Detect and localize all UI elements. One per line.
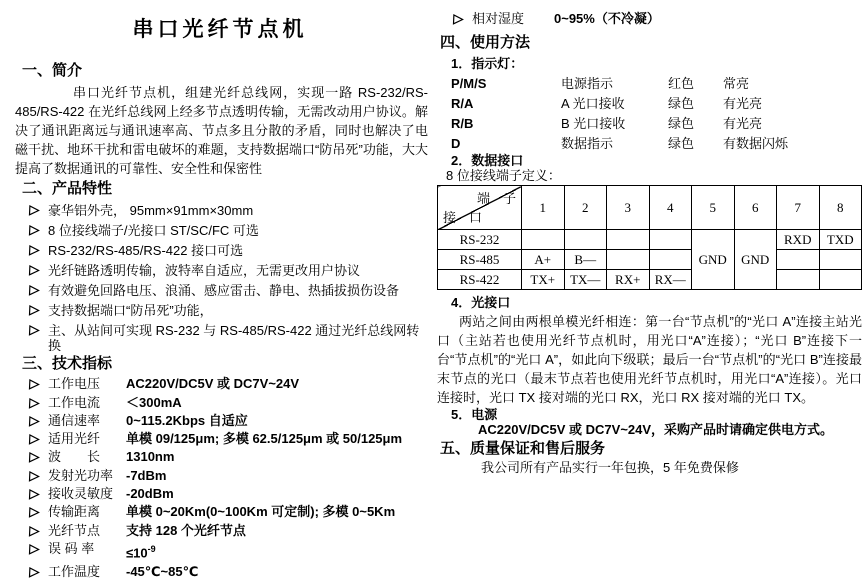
spec-list — [8, 377, 432, 578]
terminal-cell — [522, 230, 565, 250]
spec-value: AC220V/DC5V 或 DC7V~24V — [126, 376, 300, 392]
arrowhead-right-icon — [28, 542, 40, 555]
terminal-cell: RX+ — [607, 270, 650, 290]
arrowhead-right-icon — [28, 505, 40, 518]
terminal-header: 1 — [522, 186, 565, 230]
indicator-row — [437, 97, 862, 112]
port-cell: RS-485 — [438, 250, 522, 270]
table-row-rs232 — [438, 230, 862, 250]
corner-label-port: 接 口 — [443, 210, 483, 225]
arrowhead-right-icon — [28, 487, 40, 500]
terminal-header: 6 — [734, 186, 777, 230]
spec-row — [8, 432, 432, 446]
terminal-cell — [819, 250, 862, 270]
indicator-behavior: 有光亮 — [723, 95, 763, 111]
section-usage-heading: 四、使用方法 — [440, 34, 531, 51]
left-column — [8, 0, 432, 579]
terminal-header: 8 — [819, 186, 862, 230]
terminal-cell — [777, 270, 820, 290]
feature-item — [8, 303, 432, 318]
terminal-cell: B— — [564, 250, 607, 270]
feature-text: 主、从站间可实现 RS-232 与 RS-485/RS-422 通过光纤总线网转换 — [48, 323, 420, 353]
arrowhead-right-icon — [28, 377, 40, 390]
optical-heading: 4．光接口 — [451, 295, 511, 310]
spec-value: -45℃~85℃ — [126, 563, 199, 579]
indicator-desc: A 光口接收 — [561, 95, 625, 111]
spec-value: -7dBm — [126, 467, 167, 483]
feature-text: 8 位接线端子/光接口 ST/SC/FC 可选 — [48, 223, 259, 238]
port-cell: RS-232 — [438, 230, 522, 250]
indicator-row — [437, 77, 862, 92]
indicator-color: 绿色 — [668, 135, 695, 151]
terminal-header: 2 — [564, 186, 607, 230]
indicator-behavior: 有数据闪烁 — [723, 135, 789, 151]
optical-paragraph: 两站之间由两根单模光纤相连：第一台“节点机”的“光口 A”连接主站光口（主站若也使用光纤节点机时，用光口“A”连接）；“光口 B”连接下一台“节点机”的“光口 A”，如此向下级联；最后一台“节点机”的“光口 B”连接最末节点的光口（最末节点若也使用光纤节点机时，用光口“A”连接）。光口连接时，光口 TX 接对端的光口 RX，光口 RX 接对端的光口 TX。 — [437, 314, 862, 405]
feature-item — [8, 283, 432, 298]
terminal-cell — [607, 230, 650, 250]
terminal-cell: TXD — [819, 230, 862, 250]
feature-text: 支持数据端口“防吊死”功能， — [48, 303, 213, 318]
arrowhead-right-icon — [28, 243, 40, 256]
indicator-name: R/A — [451, 95, 474, 111]
terminal-header: 4 — [649, 186, 692, 230]
terminal-cell: TX— — [564, 270, 607, 290]
arrowhead-right-icon — [28, 323, 40, 336]
spec-row — [8, 565, 432, 579]
spec-label: 工作电压 — [48, 376, 101, 392]
section-features-heading: 二、产品特性 — [22, 180, 113, 197]
indicator-name: R/B — [451, 115, 474, 131]
terminal-cell: RX— — [649, 270, 692, 290]
terminal-cell — [564, 230, 607, 250]
feature-item — [8, 323, 432, 353]
spec-row — [8, 524, 432, 538]
arrowhead-right-icon — [28, 469, 40, 482]
spec-value: 单模 0~20Km(0~100Km 可定制); 多模 0~5Km — [126, 504, 396, 520]
table-corner-cell — [438, 186, 522, 230]
table-row-rs422 — [438, 270, 862, 290]
spec-label: 波 长 — [48, 449, 101, 465]
arrowhead-right-icon — [28, 223, 40, 236]
terminal-header: 7 — [777, 186, 820, 230]
feature-text: 有效避免回路电压、浪涌、感应雷击、静电、热插拔损伤设备 — [48, 283, 400, 298]
spec-value: ＜300mA — [126, 394, 182, 410]
indicator-behavior: 常亮 — [723, 75, 750, 91]
section-warranty-heading: 五、质量保证和售后服务 — [440, 440, 606, 457]
table-header-row — [438, 186, 862, 230]
indicator-behavior: 有光亮 — [723, 115, 763, 131]
feature-item — [8, 223, 432, 238]
indicator-desc: 数据指示 — [561, 135, 614, 151]
gnd-cell: GND — [734, 230, 777, 290]
spec-label: 发射光功率 — [48, 467, 114, 483]
spec-row — [8, 396, 432, 410]
spec-row — [8, 414, 432, 428]
terminal-cell: TX+ — [522, 270, 565, 290]
power-text: AC220V/DC5V 或 DC7V~24V，采购产品时请确定供电方式。 — [478, 422, 834, 437]
table-caption: 8 位接线端子定义： — [446, 168, 561, 183]
terminal-cell — [607, 250, 650, 270]
spec-label: 相对湿度 — [472, 11, 525, 26]
feature-text: 光纤链路透明传输，波特率自适应，无需更改用户协议 — [48, 263, 361, 278]
spec-value: 支持 128 个光纤节点 — [126, 522, 246, 538]
terminal-cell — [819, 270, 862, 290]
right-column — [437, 0, 862, 475]
spec-label: 工作电流 — [48, 394, 101, 410]
indicator-desc: 电源指示 — [561, 75, 614, 91]
terminal-definition-table — [437, 185, 862, 290]
arrowhead-right-icon — [28, 396, 40, 409]
indicator-name: D — [451, 135, 461, 151]
arrowhead-right-icon — [28, 524, 40, 537]
indicators-heading: 1．指示灯： — [451, 56, 524, 71]
indicator-list — [437, 77, 862, 152]
spec-value: 单模 09/125μm; 多模 62.5/125μm 或 50/125μm — [126, 431, 403, 447]
spec-row — [8, 450, 432, 464]
spec-row — [8, 487, 432, 501]
spec-value: -20dBm — [126, 486, 174, 502]
spec-value: 0~115.2Kbps 自适应 — [126, 412, 248, 428]
spec-label: 通信速率 — [48, 412, 101, 428]
arrowhead-right-icon — [452, 12, 464, 25]
data-interface-heading: 2．数据接口 — [451, 153, 524, 168]
terminal-cell: A+ — [522, 250, 565, 270]
spec-label: 传输距离 — [48, 504, 101, 520]
section-specs-heading: 三、技术指标 — [22, 355, 113, 372]
arrowhead-right-icon — [28, 432, 40, 445]
spec-label: 适用光纤 — [48, 431, 101, 447]
section-intro-heading: 一、简介 — [22, 62, 83, 79]
arrowhead-right-icon — [28, 283, 40, 296]
indicator-row — [437, 117, 862, 132]
feature-item — [8, 263, 432, 278]
power-heading: 5．电源 — [451, 407, 498, 422]
terminal-header: 3 — [607, 186, 650, 230]
arrowhead-right-icon — [28, 450, 40, 463]
indicator-color: 绿色 — [668, 115, 695, 131]
spec-row — [8, 377, 432, 391]
arrowhead-right-icon — [28, 303, 40, 316]
arrowhead-right-icon — [28, 263, 40, 276]
terminal-cell — [777, 250, 820, 270]
arrowhead-right-icon — [28, 203, 40, 216]
feature-item — [8, 203, 432, 218]
spec-row — [8, 542, 432, 560]
warranty-text: 我公司所有产品实行一年包换，5 年免费保修 — [481, 460, 739, 475]
arrowhead-right-icon — [28, 414, 40, 427]
arrowhead-right-icon — [28, 565, 40, 578]
gnd-cell: GND — [692, 230, 735, 290]
terminal-header: 5 — [692, 186, 735, 230]
feature-item — [8, 243, 432, 258]
indicator-name: P/M/S — [451, 75, 487, 91]
spec-label: 光纤节点 — [48, 522, 101, 538]
intro-paragraph: 串口光纤节点机，组建光纤总线网，实现一路 RS-232/RS-485/RS-422 在光纤总线网上经多节点透明传输，无需改动用户协议。解决了通讯距离远与通讯速率高、节点多且分散的矛盾，同时也解决了电磁干扰、地环干扰和雷电破坏的难题，支持数据端口“防吊死”功能，大大提高了数据通讯的可靠性、安全性和保密性 — [15, 85, 428, 176]
indicator-desc: B 光口接收 — [561, 115, 626, 131]
spec-label: 误 码 率 — [48, 540, 95, 556]
terminal-cell — [649, 250, 692, 270]
spec-row — [8, 505, 432, 519]
terminal-cell: RXD — [777, 230, 820, 250]
spec-value: 0~95%（不冷凝） — [554, 11, 660, 26]
corner-label-terminal: 端 子 — [476, 191, 516, 206]
spec-value: 1310nm — [126, 449, 175, 465]
feature-list — [8, 203, 432, 353]
indicator-row — [437, 137, 862, 152]
indicator-color: 绿色 — [668, 95, 695, 111]
page-title: 串口光纤节点机 — [132, 17, 308, 41]
spec-value — [126, 542, 156, 560]
spec-label: 工作温度 — [48, 563, 101, 579]
feature-text: 豪华铝外壳， 95mm×91mm×30mm — [48, 203, 254, 218]
spec-value-exponent: -9 — [147, 543, 156, 554]
table-row-rs485 — [438, 250, 862, 270]
indicator-color: 红色 — [668, 75, 695, 91]
spec-row-humidity — [437, 12, 862, 26]
port-cell: RS-422 — [438, 270, 522, 290]
spec-row — [8, 469, 432, 483]
terminal-cell — [649, 230, 692, 250]
spec-value-base: ≤10 — [126, 545, 148, 561]
spec-label: 接收灵敏度 — [48, 486, 114, 502]
feature-text: RS-232/RS-485/RS-422 接口可选 — [48, 243, 244, 258]
